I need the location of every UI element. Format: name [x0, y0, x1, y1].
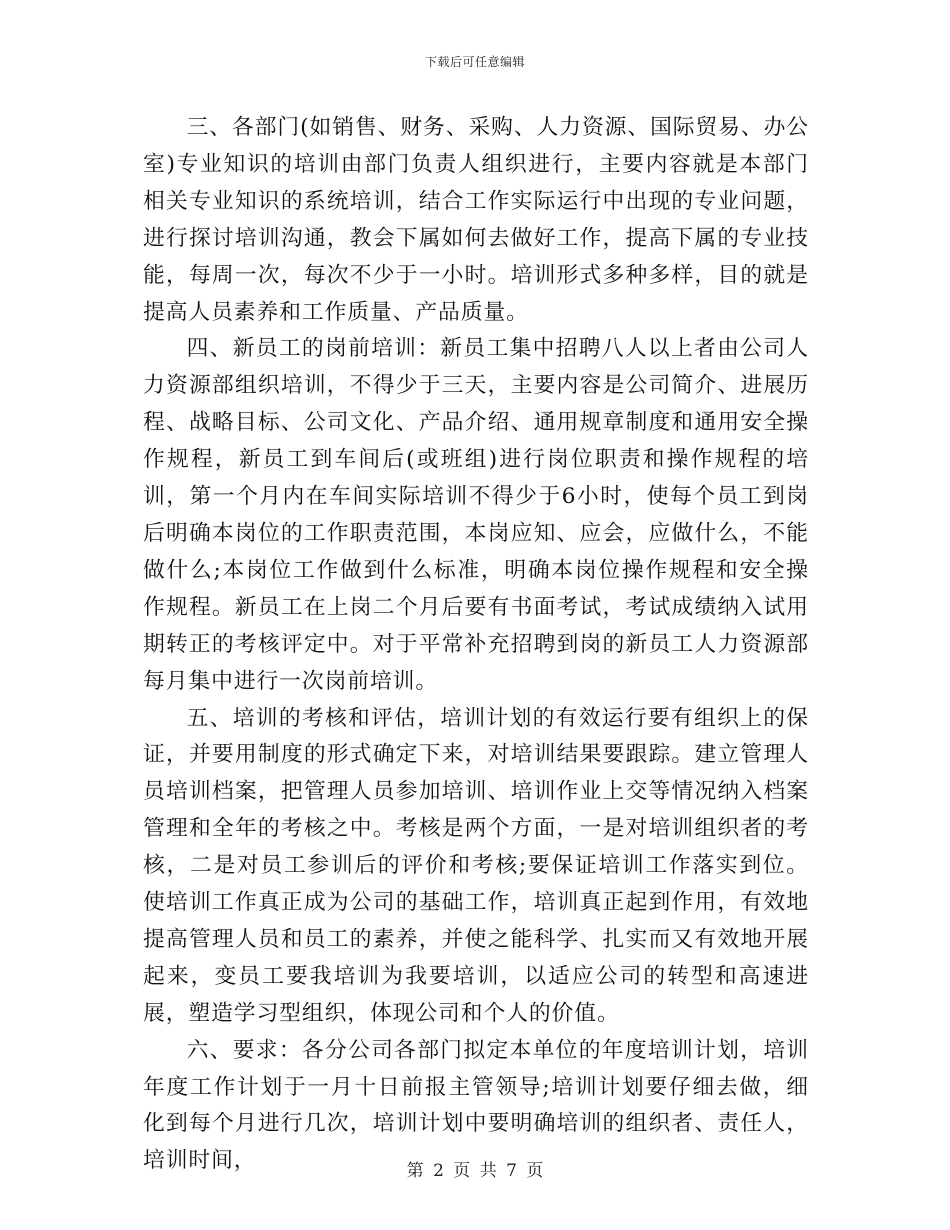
page-footer: 第 2 页 共 7 页 — [406, 1161, 544, 1181]
paragraph-assessment-evaluation: 五、培训的考核和评估，培训计划的有效运行要有组织上的保证，并要用制度的形式确定下来，对培训结果要跟踪。建立管理人员培训档案，把管理人员参加培训、培训作业上交等情况纳入档案管理和全年的考核之中。考核是两个方面，一是对培训组织者的考核，二是对员工参训后的评价和考核;要保证培训工作落实到位。使培训工作真正成为公司的基础工作，培训真正起到作用，有效地提高管理人员和员工的素养，并使之能科学、扎实而又有效地开展起来，变员工要我培训为我要培训，以适应公司的转型和高速进展，塑造学习型组织，体现公司和个人的价值。 — [143, 705, 809, 1026]
paragraph-requirements: 六、要求：各分公司各部门拟定本单位的年度培训计划，培训年度工作计划于一月十日前报主管领导;培训计划要仔细去做，细化到每个月进行几次，培训计划中要明确培训的组织者、责任人，培训时间， — [143, 1037, 809, 1174]
paragraph-new-employee-training: 四、新员工的岗前培训：新员工集中招聘八人以上者由公司人力资源部组织培训，不得少于三天，主要内容是公司简介、进展历程、战略目标、公司文化、产品介绍、通用规章制度和通用安全操作规程，新员工到车间后(或班组)进行岗位职责和操作规程的培训，第一个月内在车间实际培训不得少于6小时，使每个员工到岗后明确本岗位的工作职责范围，本岗应知、应会，应做什么，不能做什么;本岗位工作做到什么标准，明确本岗位操作规程和安全操作规程。新员工在上岗二个月后要有书面考试，考试成绩纳入试用期转正的考核评定中。对于平常补充招聘到岗的新员工人力资源部每月集中进行一次岗前培训。 — [143, 336, 809, 694]
paragraph-training-by-department: 三、各部门(如销售、财务、采购、人力资源、国际贸易、办公室)专业知识的培训由部门负责人组织进行，主要内容就是本部门相关专业知识的系统培训，结合工作实际运行中出现的专业问题，进行探讨培训沟通，教会下属如何去做好工作，提高下属的专业技能，每周一次，每次不少于一小时。培训形式多种多样，目的就是提高人员素养和工作质量、产品质量。 — [143, 115, 809, 325]
document-body — [143, 110, 809, 1180]
page-header: 下载后可任意编辑 — [424, 55, 525, 69]
